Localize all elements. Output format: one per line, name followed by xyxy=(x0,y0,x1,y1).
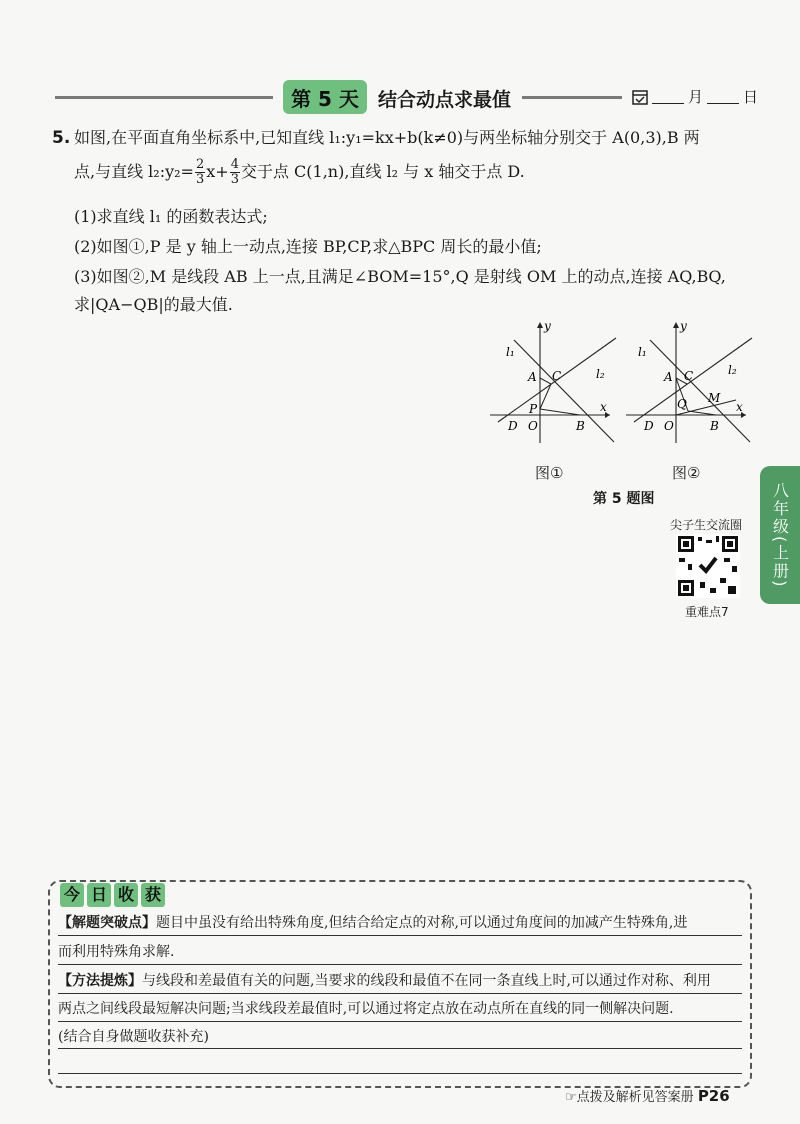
label-B: B xyxy=(576,419,585,433)
breakthrough-text: 题目中虽没有给出特殊角度,但结合给定点的对称,可以通过角度间的加减产生特殊角,进 xyxy=(156,915,688,931)
label-O: O xyxy=(528,419,538,433)
method-text: 与线段和差最值有关的问题,当要求的线段和最值不在同一条直线上时,可以通过作对称、利用 xyxy=(142,973,711,989)
summary-breakthrough-cont: 而利用特殊角求解. xyxy=(58,944,175,960)
day-label: 日 xyxy=(743,88,759,106)
label-M: M xyxy=(708,391,721,405)
month-blank[interactable] xyxy=(652,89,684,104)
figure-2-caption: 图② xyxy=(672,464,701,482)
summary-title-char: 获 xyxy=(141,883,165,907)
header-rule xyxy=(522,96,622,99)
footer-text: 点拨及解析见答案册 xyxy=(576,1090,694,1105)
summary-title-char: 收 xyxy=(114,883,138,907)
fraction xyxy=(230,158,240,187)
question-2: (2)如图①,P 是 y 轴上一动点,连接 BP,CP,求△BPC 周长的最小值; xyxy=(74,237,542,256)
numerator: 4 xyxy=(230,157,239,172)
day-blank[interactable] xyxy=(707,89,739,104)
label-l1: l₁ xyxy=(638,345,647,359)
calendar-check-icon xyxy=(632,89,648,105)
label-B: B xyxy=(710,419,719,433)
segment-BP xyxy=(540,409,580,415)
question-3-cont: 求|QA−QB|的最大值. xyxy=(74,295,233,314)
label-l1: l₁ xyxy=(506,345,515,359)
problem-number: 5. xyxy=(52,128,71,148)
tag-breakthrough: 【解题突破点】 xyxy=(58,915,156,931)
pointing-hand-icon: ☞ xyxy=(565,1090,577,1105)
problem-line-2b: x+ xyxy=(206,162,229,181)
label-P: P xyxy=(529,402,538,416)
grade-side-tab: 八年级(上册) xyxy=(760,466,800,604)
question-3: (3)如图②,M 是线段 AB 上一点,且满足∠BOM=15°,Q 是射线 OM 上的动点,连接 AQ,BQ, xyxy=(74,267,726,286)
summary-method-cont: 两点之间线段最短解决问题;当求线段差最值时,可以通过将定点放在动点所在直线的同一侧解决问题. xyxy=(58,1001,674,1017)
label-y: y xyxy=(544,319,551,333)
figure-1 xyxy=(488,318,618,446)
question-1: (1)求直线 l₁ 的函数表达式; xyxy=(74,207,268,226)
label-x: x xyxy=(600,400,607,414)
ruled-line[interactable] xyxy=(58,1073,742,1074)
problem-line-1: 如图,在平面直角坐标系中,已知直线 l₁:y₁=kx+b(k≠0)与两坐标轴分别交于 A(0,3),B 两 xyxy=(74,128,700,147)
problem-line-2c: 交于点 C(1,n),直线 l₂ 与 x 轴交于点 D. xyxy=(240,162,525,181)
problem-line-2a: 点,与直线 l₂:y₂= xyxy=(74,162,194,181)
label-A: A xyxy=(664,370,673,384)
page-number: P26 xyxy=(697,1087,730,1105)
summary-title-char: 今 xyxy=(60,883,84,907)
qr-code-icon[interactable] xyxy=(676,534,740,598)
denominator: 3 xyxy=(195,172,205,187)
qr-bottom-label: 重难点7 xyxy=(685,605,729,619)
figure-1-caption: 图① xyxy=(535,464,564,482)
label-C: C xyxy=(684,369,694,383)
ruled-line xyxy=(58,935,742,936)
figure-group-caption: 第 5 题图 xyxy=(593,491,655,507)
date-field xyxy=(632,86,758,107)
label-D: D xyxy=(644,419,654,433)
y-axis-arrow xyxy=(673,322,679,328)
ruled-line[interactable] xyxy=(58,1048,742,1049)
qr-top-label: 尖子生交流圈 xyxy=(670,518,743,532)
label-l2: l₂ xyxy=(596,367,605,381)
label-D: D xyxy=(508,419,518,433)
segment-AC xyxy=(540,378,551,384)
label-l2: l₂ xyxy=(728,363,737,377)
label-C: C xyxy=(552,369,562,383)
summary-title xyxy=(60,883,165,907)
figure-2 xyxy=(624,318,754,446)
summary-method xyxy=(58,971,742,991)
summary-note: (结合自身做题收获补充) xyxy=(58,1029,209,1045)
problem-line-2 xyxy=(74,158,525,187)
denominator: 3 xyxy=(230,172,239,187)
ruled-line xyxy=(58,1021,742,1022)
fraction xyxy=(195,158,205,187)
ruled-line xyxy=(58,993,742,994)
label-O: O xyxy=(664,419,674,433)
summary-title-char: 日 xyxy=(87,883,111,907)
ruled-line xyxy=(58,964,742,965)
month-label: 月 xyxy=(688,88,704,106)
label-Q: Q xyxy=(677,397,687,411)
footer xyxy=(565,1086,730,1105)
label-y: y xyxy=(680,319,687,333)
label-x: x xyxy=(736,400,743,414)
page-title: 结合动点求最值 xyxy=(378,89,512,111)
y-axis-arrow xyxy=(537,322,543,328)
numerator: 2 xyxy=(195,157,205,172)
segment-BQ xyxy=(688,411,716,415)
header-rule xyxy=(55,96,273,99)
tag-method: 【方法提炼】 xyxy=(58,973,142,989)
summary-breakthrough xyxy=(58,913,742,933)
day-badge: 第 5 天 xyxy=(283,80,367,114)
label-A: A xyxy=(528,370,537,384)
